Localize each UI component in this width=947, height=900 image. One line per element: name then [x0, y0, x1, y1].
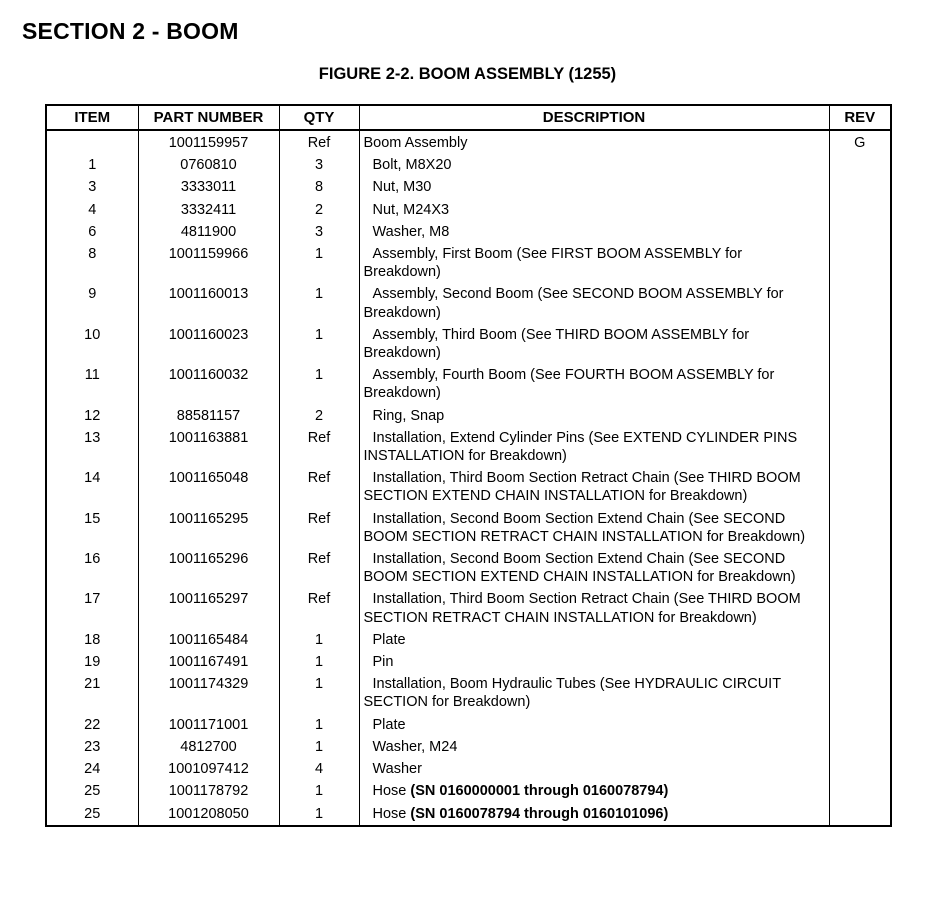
cell-part-number: 3332411	[138, 199, 279, 221]
table-row	[46, 364, 891, 404]
cell-qty: Ref	[279, 588, 359, 628]
cell-qty: Ref	[279, 508, 359, 548]
cell-rev	[829, 176, 891, 198]
table-row	[46, 283, 891, 323]
cell-part-number: 4812700	[138, 736, 279, 758]
cell-rev	[829, 364, 891, 404]
table-row	[46, 780, 891, 802]
table-row	[46, 508, 891, 548]
cell-description	[359, 714, 829, 736]
cell-item: 6	[46, 221, 138, 243]
cell-item: 14	[46, 467, 138, 507]
cell-item: 25	[46, 780, 138, 802]
cell-rev	[829, 427, 891, 467]
cell-part-number: 1001159957	[138, 130, 279, 154]
cell-part-number: 1001165484	[138, 629, 279, 651]
description-text: Installation, Third Boom Section Retract Chain (See THIRD BOOM SECTION EXTEND CHAIN INSTALLATION for Breakdown)	[363, 470, 801, 505]
cell-qty: 1	[279, 803, 359, 826]
table-row	[46, 405, 891, 427]
col-header-qty: QTY	[279, 105, 359, 130]
cell-rev	[829, 154, 891, 176]
cell-rev	[829, 629, 891, 651]
cell-item: 23	[46, 736, 138, 758]
cell-qty: 1	[279, 324, 359, 364]
table-row	[46, 176, 891, 198]
cell-description	[359, 508, 829, 548]
cell-item: 24	[46, 758, 138, 780]
cell-rev	[829, 673, 891, 713]
cell-part-number: 1001208050	[138, 803, 279, 826]
cell-description	[359, 221, 829, 243]
cell-item: 25	[46, 803, 138, 826]
cell-qty: 1	[279, 651, 359, 673]
cell-description	[359, 803, 829, 826]
cell-rev	[829, 283, 891, 323]
cell-part-number: 1001160032	[138, 364, 279, 404]
description-text: Washer, M24	[372, 738, 458, 755]
table-row	[46, 154, 891, 176]
cell-qty: 8	[279, 176, 359, 198]
cell-rev	[829, 651, 891, 673]
cell-rev	[829, 803, 891, 826]
cell-description	[359, 673, 829, 713]
description-text: Installation, Third Boom Section Retract Chain (See THIRD BOOM SECTION RETRACT CHAIN INSTALLATION for Breakdown)	[363, 591, 801, 626]
cell-rev	[829, 714, 891, 736]
col-header-item: ITEM	[46, 105, 138, 130]
description-text: Washer, M8	[372, 223, 450, 240]
cell-rev	[829, 780, 891, 802]
cell-part-number: 1001160023	[138, 324, 279, 364]
cell-item: 4	[46, 199, 138, 221]
cell-description	[359, 364, 829, 404]
cell-description	[359, 588, 829, 628]
cell-item: 18	[46, 629, 138, 651]
cell-qty: Ref	[279, 467, 359, 507]
table-row	[46, 221, 891, 243]
description-text: Assembly, Third Boom (See THIRD BOOM ASSEMBLY for Breakdown)	[363, 326, 750, 362]
cell-qty: 1	[279, 243, 359, 283]
description-text: Plate	[372, 631, 406, 648]
cell-qty: Ref	[279, 427, 359, 467]
cell-item: 13	[46, 427, 138, 467]
cell-description	[359, 651, 829, 673]
cell-qty: Ref	[279, 130, 359, 154]
cell-description	[359, 405, 829, 427]
cell-part-number: 4811900	[138, 221, 279, 243]
cell-qty: 3	[279, 221, 359, 243]
cell-qty: 1	[279, 736, 359, 758]
cell-qty: 1	[279, 629, 359, 651]
table-row	[46, 651, 891, 673]
cell-item: 1	[46, 154, 138, 176]
cell-rev	[829, 324, 891, 364]
cell-item: 8	[46, 243, 138, 283]
table-row	[46, 588, 891, 628]
cell-qty: Ref	[279, 548, 359, 588]
cell-part-number: 1001165296	[138, 548, 279, 588]
table-row	[46, 803, 891, 826]
description-text: Installation, Boom Hydraulic Tubes (See HYDRAULIC CIRCUIT SECTION for Breakdown)	[363, 676, 781, 711]
cell-description	[359, 199, 829, 221]
description-text: Pin	[372, 654, 394, 671]
cell-description	[359, 130, 829, 154]
cell-part-number: 0760810	[138, 154, 279, 176]
cell-qty: 1	[279, 364, 359, 404]
cell-part-number: 1001160013	[138, 283, 279, 323]
cell-description	[359, 427, 829, 467]
cell-part-number: 1001165295	[138, 508, 279, 548]
cell-description	[359, 243, 829, 283]
table-row	[46, 243, 891, 283]
table-body	[46, 130, 891, 826]
cell-item: 9	[46, 283, 138, 323]
cell-description	[359, 548, 829, 588]
cell-part-number: 1001159966	[138, 243, 279, 283]
col-header-description: DESCRIPTION	[359, 105, 829, 130]
description-text: Ring, Snap	[372, 407, 445, 424]
cell-description	[359, 324, 829, 364]
table-row	[46, 736, 891, 758]
cell-item: 10	[46, 324, 138, 364]
col-header-part-number: PART NUMBER	[138, 105, 279, 130]
cell-rev	[829, 467, 891, 507]
cell-rev	[829, 588, 891, 628]
cell-part-number: 1001165048	[138, 467, 279, 507]
cell-rev	[829, 221, 891, 243]
table-row	[46, 629, 891, 651]
table-row	[46, 714, 891, 736]
cell-rev	[829, 508, 891, 548]
cell-rev: G	[829, 130, 891, 154]
cell-qty: 1	[279, 780, 359, 802]
description-text: Installation, Extend Cylinder Pins (See EXTEND CYLINDER PINS INSTALLATION for Breakdown)	[363, 429, 798, 465]
cell-qty: 4	[279, 758, 359, 780]
section-title: SECTION 2 - BOOM	[22, 18, 239, 44]
cell-qty: 1	[279, 283, 359, 323]
cell-qty: 2	[279, 405, 359, 427]
cell-description	[359, 467, 829, 507]
cell-item: 12	[46, 405, 138, 427]
cell-qty: 3	[279, 154, 359, 176]
description-text: Hose	[372, 805, 411, 822]
cell-item: 21	[46, 673, 138, 713]
table-row	[46, 548, 891, 588]
cell-qty: 2	[279, 199, 359, 221]
cell-qty: 1	[279, 714, 359, 736]
cell-description	[359, 176, 829, 198]
cell-description	[359, 283, 829, 323]
description-text: Nut, M30	[372, 179, 432, 196]
description-serial-range: (SN 0160000001 through 0160078794)	[410, 783, 669, 800]
description-text: Assembly, Second Boom (See SECOND BOOM ASSEMBLY for Breakdown)	[363, 286, 784, 321]
description-text: Nut, M24X3	[372, 201, 450, 218]
cell-item: 15	[46, 508, 138, 548]
cell-description	[359, 629, 829, 651]
cell-rev	[829, 405, 891, 427]
description-text: Hose	[372, 783, 411, 800]
cell-item: 16	[46, 548, 138, 588]
description-text: Assembly, Fourth Boom (See FOURTH BOOM ASSEMBLY for Breakdown)	[363, 367, 775, 402]
cell-part-number: 1001174329	[138, 673, 279, 713]
cell-part-number: 1001171001	[138, 714, 279, 736]
cell-rev	[829, 548, 891, 588]
cell-item: 17	[46, 588, 138, 628]
description-text: Boom Assembly	[363, 135, 468, 151]
cell-item: 22	[46, 714, 138, 736]
description-text: Installation, Second Boom Section Extend Chain (See SECOND BOOM SECTION EXTEND CHAIN INSTALLATION for Breakdown)	[363, 551, 796, 586]
description-text: Installation, Second Boom Section Extend Chain (See SECOND BOOM SECTION RETRACT CHAIN INSTALLATION for Breakdown)	[363, 510, 806, 545]
cell-rev	[829, 758, 891, 780]
description-text: Bolt, M8X20	[372, 157, 452, 174]
table-row	[46, 427, 891, 467]
cell-part-number: 1001165297	[138, 588, 279, 628]
cell-qty: 1	[279, 673, 359, 713]
cell-part-number: 1001097412	[138, 758, 279, 780]
description-text: Washer	[372, 761, 422, 778]
cell-rev	[829, 243, 891, 283]
cell-rev	[829, 199, 891, 221]
cell-description	[359, 154, 829, 176]
table-row	[46, 199, 891, 221]
cell-part-number: 1001163881	[138, 427, 279, 467]
cell-item	[46, 130, 138, 154]
cell-description	[359, 736, 829, 758]
cell-rev	[829, 736, 891, 758]
description-serial-range: (SN 0160078794 through 0160101096)	[410, 805, 669, 822]
cell-item: 11	[46, 364, 138, 404]
table-header-row	[46, 105, 891, 130]
table-row	[46, 673, 891, 713]
table-row	[46, 324, 891, 364]
description-text: Plate	[372, 716, 406, 733]
table-row	[46, 467, 891, 507]
table-row	[46, 130, 891, 154]
cell-item: 19	[46, 651, 138, 673]
cell-item: 3	[46, 176, 138, 198]
cell-description	[359, 758, 829, 780]
cell-part-number: 3333011	[138, 176, 279, 198]
table-row	[46, 758, 891, 780]
cell-part-number: 1001167491	[138, 651, 279, 673]
col-header-rev: REV	[829, 105, 891, 130]
cell-part-number: 1001178792	[138, 780, 279, 802]
description-text: Assembly, First Boom (See FIRST BOOM ASSEMBLY for Breakdown)	[363, 246, 743, 281]
cell-description	[359, 780, 829, 802]
cell-part-number: 88581157	[138, 405, 279, 427]
figure-title: FIGURE 2-2. BOOM ASSEMBLY (1255)	[318, 65, 617, 83]
parts-table	[45, 104, 892, 827]
